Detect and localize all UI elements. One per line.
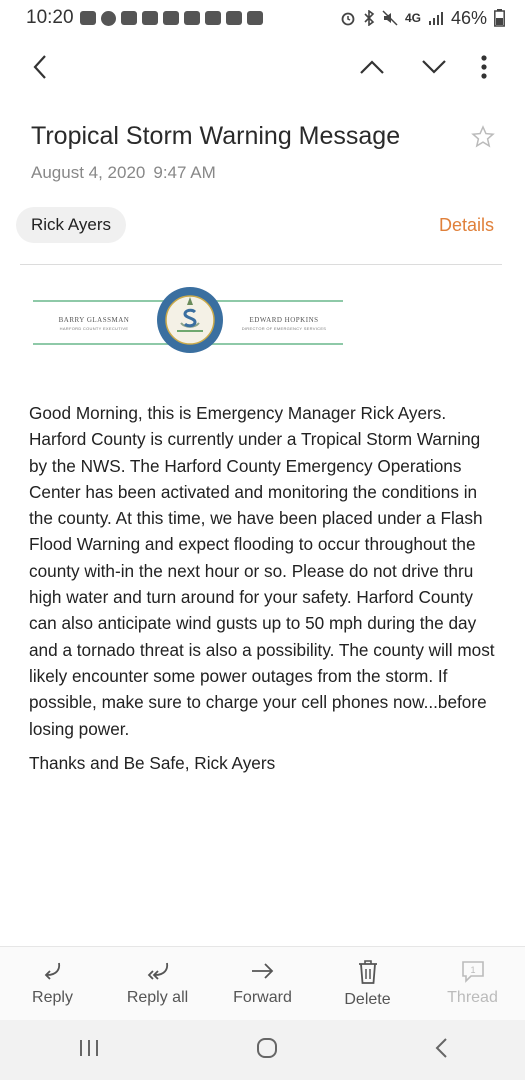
forward-label: Forward [233, 989, 292, 1006]
forward-icon [250, 959, 276, 983]
email-datetime [31, 163, 216, 183]
county-banner-image [33, 285, 343, 355]
email-time: 9:47 AM [153, 163, 216, 182]
thread-button[interactable] [428, 947, 518, 1007]
reply-all-button[interactable] [113, 947, 203, 1007]
status-time: 10:20 [26, 7, 74, 28]
email-toolbar [0, 44, 525, 90]
back-button[interactable] [18, 44, 62, 90]
alert-icon [226, 11, 242, 25]
status-bar [0, 0, 525, 36]
chevron-left-icon [32, 54, 48, 80]
favorite-button[interactable] [471, 125, 495, 154]
previous-email-button[interactable] [350, 44, 394, 90]
home-button[interactable] [255, 1036, 279, 1065]
delete-label: Delete [344, 991, 391, 1008]
reply-all-icon [145, 959, 171, 983]
email-actions-bar [0, 946, 525, 1021]
youtube-icon [163, 11, 179, 25]
thread-icon [460, 959, 486, 983]
thread-count: 1 [469, 965, 476, 975]
signal-icon [428, 11, 444, 25]
banner-right-name: EDWARD HOPKINS [249, 316, 319, 324]
app-icon [121, 11, 137, 25]
battery-icon [494, 9, 505, 27]
banner-left-title: HARFORD COUNTY EXECUTIVE [59, 326, 129, 331]
reply-label: Reply [32, 989, 73, 1006]
home-icon [255, 1036, 279, 1060]
battery-percent: 46% [450, 7, 487, 28]
recents-icon [78, 1038, 100, 1058]
alert-icon [142, 11, 158, 25]
recents-button[interactable] [78, 1038, 100, 1063]
sender-name: Rick Ayers [31, 215, 111, 234]
email-subject: Tropical Storm Warning Message [31, 122, 401, 150]
banner-right-title: DIRECTOR OF EMERGENCY SERVICES [241, 326, 327, 331]
reply-icon [41, 959, 65, 983]
b-app-icon [101, 11, 116, 26]
chevron-up-icon [359, 59, 385, 75]
county-seal-icon [155, 285, 225, 355]
system-back-button[interactable] [434, 1037, 448, 1064]
trash-icon [357, 959, 379, 985]
next-email-button[interactable] [412, 44, 456, 90]
back-icon [434, 1037, 448, 1059]
details-link[interactable]: Details [438, 215, 494, 235]
more-vertical-icon [481, 55, 487, 79]
chevron-down-icon [421, 59, 447, 75]
youtube-icon [80, 11, 96, 25]
map-icon [205, 11, 221, 25]
star-icon [471, 125, 495, 149]
header-divider [20, 264, 502, 265]
mute-icon [382, 10, 398, 26]
banner-left-name: BARRY GLASSMAN [58, 316, 130, 324]
email-date: August 4, 2020 [31, 163, 146, 182]
reply-all-label: Reply all [126, 989, 189, 1006]
body-paragraph: Good Morning, this is Emergency Manager Rick Ayers. Harford County is currently under a Tropical Storm Warning by the NWS. The Harford County Emergency Operations Center has been activated and monitoring the conditions in the county. At this time, we have been placed under a Flash Flood Warning and expect flooding to occur throughout the county with-in the next hour or so. Please do not drive thru high water and turn around for your safety. Harford County can also anticipate wind gusts up to 50 mph during the day and a tornado threat is also a possibility. The county will most likely encounter some power outages from the storm. If possible, make sure to charge your cell phones now...before losing power. [29, 403, 495, 739]
network-type: 4G [404, 11, 421, 25]
email-body [29, 400, 499, 784]
more-options-button[interactable] [462, 44, 506, 90]
forward-button[interactable] [218, 947, 308, 1007]
alarm-icon [340, 10, 356, 26]
reply-button[interactable] [8, 947, 98, 1007]
thread-label: Thread [447, 989, 498, 1006]
notification-icons [80, 11, 263, 26]
bluetooth-icon [363, 10, 375, 26]
sender-chip[interactable] [16, 207, 126, 243]
alert-icon [184, 11, 200, 25]
map-icon [247, 11, 263, 25]
delete-button[interactable] [323, 947, 413, 1009]
body-signoff: Thanks and Be Safe, Rick Ayers [29, 752, 276, 773]
system-nav-bar [0, 1020, 525, 1080]
